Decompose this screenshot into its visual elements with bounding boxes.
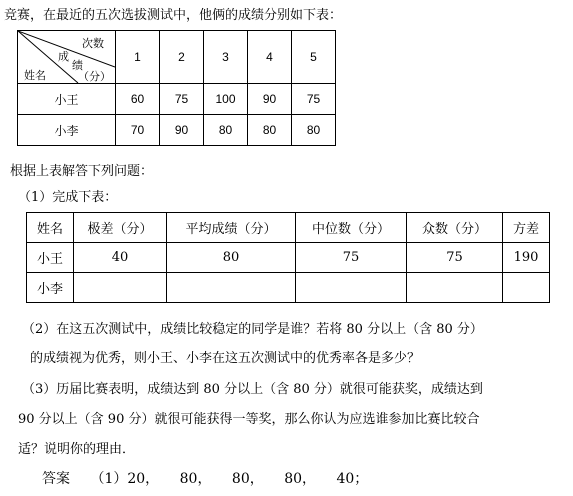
col-header: 1 — [116, 31, 160, 84]
stats-cell — [167, 273, 296, 303]
score-cell: 60 — [116, 84, 160, 115]
scores-table — [17, 30, 336, 146]
header-unit: （分） — [78, 71, 111, 83]
col-header: 5 — [292, 31, 336, 84]
diagonal-header-cell — [18, 31, 116, 84]
stats-header: 中位数（分） — [296, 213, 407, 243]
answer-line — [42, 468, 384, 488]
answer-item: 40； — [336, 471, 369, 487]
stats-cell — [74, 273, 167, 303]
col-header: 2 — [160, 31, 204, 84]
stats-header: 平均成绩（分） — [167, 213, 296, 243]
stats-cell: 75 — [296, 243, 407, 273]
score-cell: 70 — [116, 115, 160, 146]
score-cell: 80 — [292, 115, 336, 146]
stats-cell: 80 — [167, 243, 296, 273]
score-cell: 90 — [248, 84, 292, 115]
question-3-line-3: 适？说明你的理由． — [18, 442, 136, 457]
row-name: 小李 — [18, 115, 116, 146]
question-3-line-1: （3）历届比赛表明，成绩达到 80 分以上（含 80 分）就很可能获奖，成绩达到 — [22, 382, 483, 397]
intro-text: 竞赛，在最近的五次选拔测试中，他俩的成绩分别如下表： — [4, 8, 343, 23]
header-score-2: 绩 — [72, 60, 83, 72]
stats-cell: 小李 — [27, 273, 74, 303]
answer-item: 80， — [284, 471, 317, 487]
stats-cell — [407, 273, 503, 303]
answer-item: 80， — [179, 471, 212, 487]
answer-item: 80， — [231, 471, 264, 487]
stats-header: 姓名 — [27, 213, 74, 243]
stats-table — [26, 212, 550, 303]
score-cell: 75 — [292, 84, 336, 115]
stats-cell — [503, 273, 550, 303]
col-header: 3 — [204, 31, 248, 84]
prompt-text: 根据上表解答下列问题： — [10, 164, 154, 179]
col-header: 4 — [248, 31, 292, 84]
stats-cell: 40 — [74, 243, 167, 273]
question-2-line-1: （2）在这五次测试中，成绩比较稳定的同学是谁？若将 80 分以上（含 80 分） — [22, 322, 483, 337]
row-name: 小王 — [18, 84, 116, 115]
score-cell: 75 — [160, 84, 204, 115]
header-score-1: 成 — [58, 51, 69, 63]
question-3-line-2: 90 分以上（含 90 分）就很可能获得一等奖，那么你认为应选谁参加比赛比较合 — [18, 412, 480, 427]
stats-header: 众数（分） — [407, 213, 503, 243]
question-1: （1）完成下表： — [18, 190, 118, 205]
stats-cell: 小王 — [27, 243, 74, 273]
header-times: 次数 — [82, 38, 104, 50]
answer-label: 答案 — [42, 471, 70, 487]
stats-cell: 190 — [503, 243, 550, 273]
score-cell: 80 — [204, 115, 248, 146]
score-cell: 80 — [248, 115, 292, 146]
stats-header: 方差 — [503, 213, 550, 243]
stats-cell — [296, 273, 407, 303]
stats-cell: 75 — [407, 243, 503, 273]
stats-header: 极差（分） — [74, 213, 167, 243]
question-2-line-2: 的成绩视为优秀，则小王、小李在这五次测试中的优秀率各是多少？ — [30, 351, 421, 366]
score-cell: 100 — [204, 84, 248, 115]
header-name: 姓名 — [24, 70, 46, 82]
answer-item: （1）20， — [90, 471, 160, 487]
score-cell: 90 — [160, 115, 204, 146]
